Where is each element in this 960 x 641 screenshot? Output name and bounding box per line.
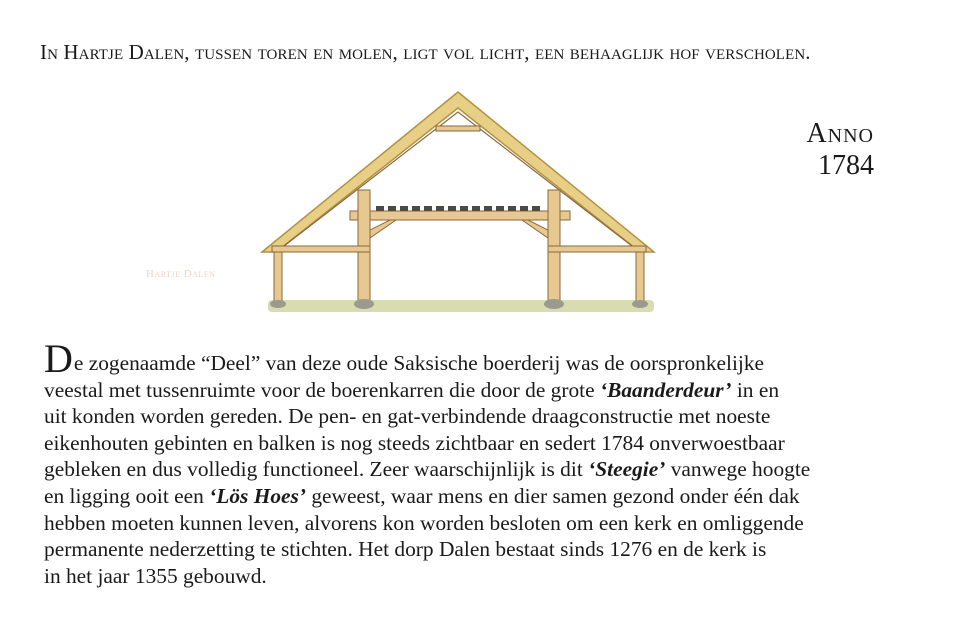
emphasized-term: ‘Baanderdeur’ bbox=[599, 377, 732, 402]
watermark: Hartje Dalen bbox=[146, 268, 216, 280]
text-line bbox=[44, 336, 934, 381]
beam-peg bbox=[520, 206, 528, 211]
text-segment: eikenhouten gebinten en balken is nog steeds zichtbaar en sedert 1784 onverwoestbaar bbox=[44, 430, 785, 455]
roof-rafter bbox=[284, 112, 632, 246]
outer-post-left bbox=[274, 250, 282, 302]
beam-peg bbox=[412, 206, 420, 211]
text-line bbox=[44, 377, 934, 404]
text-segment: hebben moeten kunnen leven, alvorens kon worden besloten om een kerk en omliggende bbox=[44, 510, 804, 535]
text-line bbox=[44, 536, 934, 563]
stone-right-outer bbox=[632, 300, 648, 308]
drop-cap: D bbox=[44, 336, 73, 381]
year-block bbox=[806, 118, 874, 182]
anno-year: 1784 bbox=[818, 150, 874, 181]
beam-peg bbox=[472, 206, 480, 211]
history-text bbox=[44, 336, 934, 589]
beam-peg bbox=[532, 206, 540, 211]
emphasized-term: ‘Lös Hoes’ bbox=[209, 483, 306, 508]
text-line bbox=[44, 483, 934, 510]
outer-post-right bbox=[636, 250, 644, 302]
beam-peg bbox=[508, 206, 516, 211]
anno-label: Anno bbox=[806, 118, 874, 149]
stone-left-inner bbox=[354, 299, 374, 309]
beam-peg bbox=[388, 206, 396, 211]
side-beam-right bbox=[548, 246, 646, 252]
ground-grass bbox=[268, 300, 654, 312]
text-line bbox=[44, 563, 934, 590]
text-segment: vanwege hoogte bbox=[665, 457, 811, 482]
beam-peg bbox=[460, 206, 468, 211]
header-motto: In Hartje Dalen, tussen toren en molen, ligt vol licht, een behaaglijk hof verscholen. bbox=[40, 40, 811, 64]
text-line bbox=[44, 430, 934, 457]
text-segment: en ligging ooit een bbox=[44, 483, 210, 508]
text-segment: geweest, waar mens en dier samen gezond onder één dak bbox=[306, 483, 800, 508]
text-line bbox=[44, 510, 934, 537]
beam-pegs bbox=[376, 206, 540, 211]
barn-frame-illustration bbox=[258, 86, 658, 322]
beam-peg bbox=[424, 206, 432, 211]
text-segment: in het jaar 1355 gebouwd. bbox=[44, 563, 267, 588]
tie-beam bbox=[350, 211, 570, 220]
beam-peg bbox=[436, 206, 444, 211]
brace-left bbox=[370, 220, 396, 238]
beam-peg bbox=[496, 206, 504, 211]
text-segment: veestal met tussenruimte voor de boerenkarren die door de grote bbox=[44, 377, 600, 402]
stone-left-outer bbox=[270, 300, 286, 308]
stone-right-inner bbox=[544, 299, 564, 309]
brace-right bbox=[522, 220, 548, 238]
emphasized-term: ‘Steegie’ bbox=[588, 457, 666, 482]
beam-peg bbox=[376, 206, 384, 211]
side-beam-left bbox=[272, 246, 370, 252]
beam-peg bbox=[448, 206, 456, 211]
text-line bbox=[44, 403, 934, 430]
text-line bbox=[44, 456, 934, 483]
beam-peg bbox=[484, 206, 492, 211]
text-segment: in en bbox=[731, 377, 780, 402]
beam-peg bbox=[400, 206, 408, 211]
text-segment: gebleken en dus volledig functioneel. Zeer waarschijnlijk is dit bbox=[44, 457, 589, 482]
text-segment: uit konden worden gereden. De pen- en gat-verbindende draagconstructie met noeste bbox=[44, 404, 771, 429]
text-segment: e zogenaamde “Deel” van deze oude Saksische boerderij was de oorspronkelijke bbox=[73, 351, 765, 375]
text-segment: permanente nederzetting te stichten. Het dorp Dalen bestaat sinds 1276 en de kerk is bbox=[44, 537, 767, 562]
collar-beam bbox=[436, 126, 480, 131]
thatch-roof bbox=[262, 92, 654, 252]
